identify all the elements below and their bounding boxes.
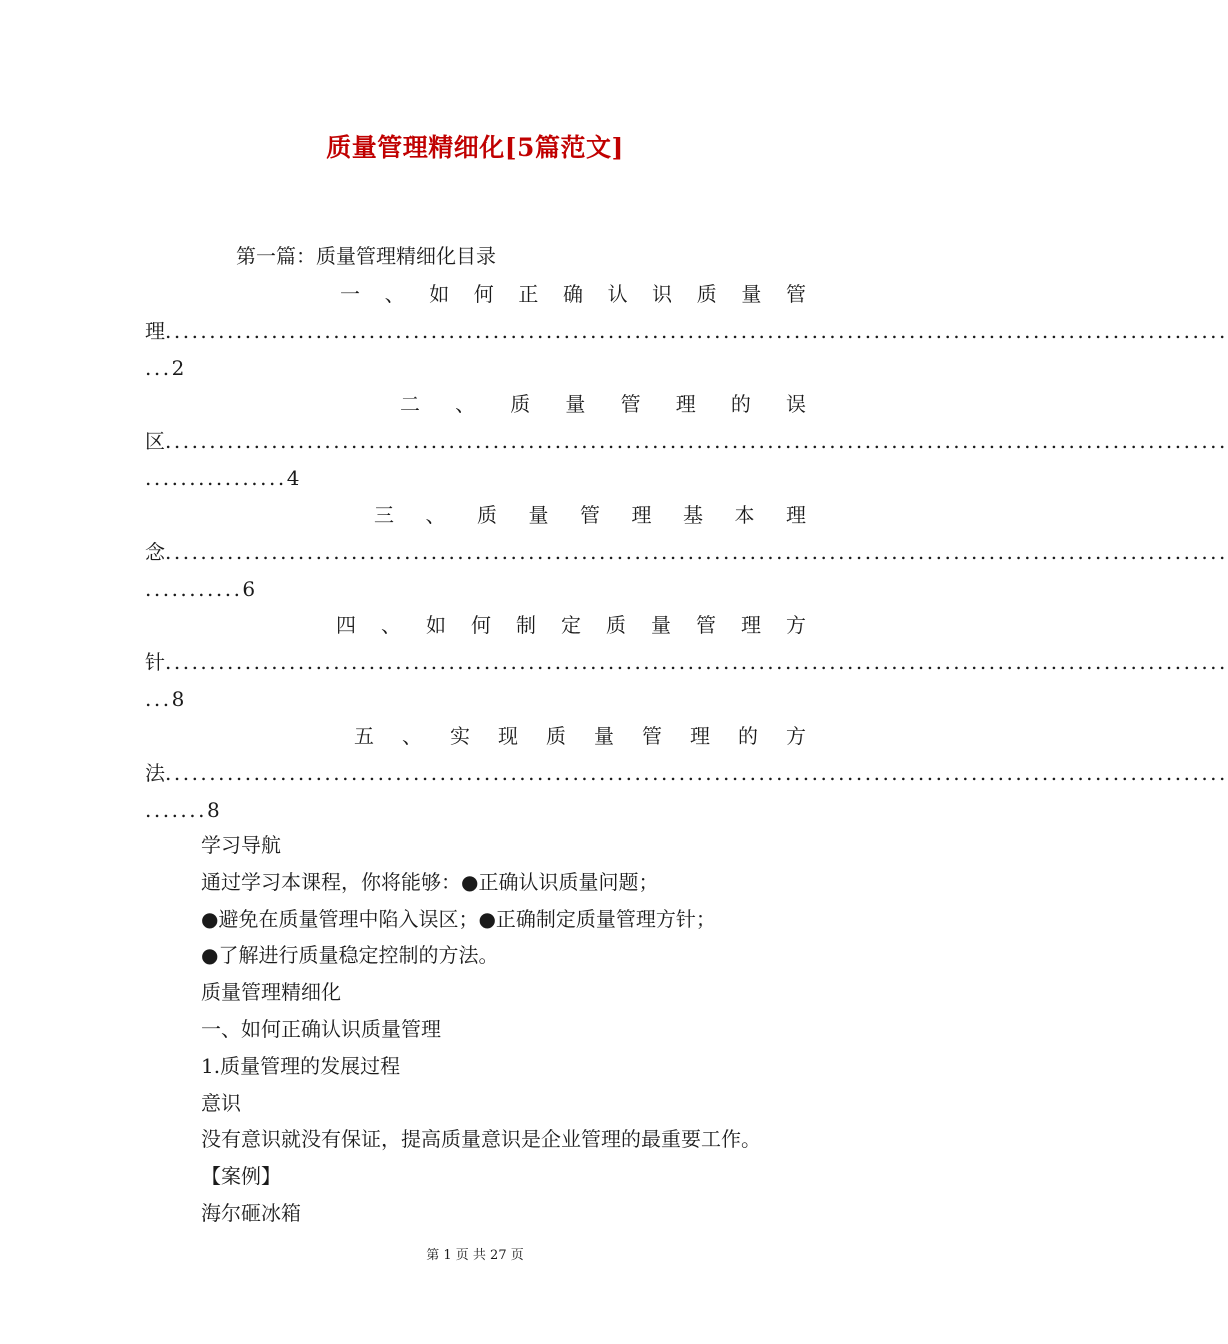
toc-page-number: ...........6 [145, 577, 258, 601]
toc-page-number: ...8 [145, 687, 187, 711]
toc-entry-char: 定 [561, 613, 581, 637]
toc-entry-char: 质 [510, 392, 531, 416]
toc-page-number: ................4 [145, 466, 302, 490]
toc-entry-2 [400, 390, 806, 418]
toc-wrap-char: 针 [145, 650, 165, 674]
toc-entry-char: 一 [340, 282, 360, 306]
toc-entry-char: 确 [562, 282, 583, 306]
toc-entry-char: 方 [786, 613, 806, 637]
page-footer: 第 1 页 共 27 页 [426, 1248, 524, 1263]
toc-entry-char: 的 [738, 724, 758, 748]
toc-entry-char: 量 [528, 503, 549, 527]
toc-entry-char: 、 [381, 613, 401, 637]
toc-wrap-char: 念 [145, 540, 165, 564]
toc-entry-char: 识 [652, 282, 673, 306]
toc-entry-char: 四 [336, 613, 356, 637]
toc-entry-char: 、 [384, 282, 405, 306]
toc-entry-char: 质 [546, 724, 566, 748]
body-line: 海尔砸冰箱 [201, 1201, 301, 1225]
toc-entry-1 [340, 280, 806, 308]
body-line: ●了解进行质量稳定控制的方法。 [201, 943, 499, 968]
toc-entry-5 [354, 722, 806, 750]
body-line: ●避免在质量管理中陷入误区；●正确制定质量管理方针； [201, 906, 716, 931]
toc-entry-char: 何 [471, 613, 491, 637]
toc-entry-char: 理 [690, 724, 710, 748]
toc-entry-char: 管 [696, 613, 716, 637]
toc-entry-char: 基 [683, 503, 703, 527]
toc-entry-char: 实 [450, 724, 470, 748]
body-line: 一、如何正确认识质量管理 [201, 1017, 441, 1041]
toc-entry-char: 量 [594, 724, 614, 748]
toc-entry-4 [336, 611, 806, 639]
toc-entry-char: 二 [400, 392, 420, 416]
toc-wrap-char: 法 [145, 761, 165, 785]
toc-entry-char: 理 [786, 503, 806, 527]
toc-entry-char: 量 [565, 392, 586, 416]
document-title: 质量管理精细化[5篇范文] [326, 133, 624, 162]
body-line: 质量管理精细化 [201, 980, 341, 1005]
toc-entry-char: 、 [455, 392, 476, 416]
toc-entry-char: 管 [642, 724, 662, 748]
toc-wrap-char: 理 [145, 319, 165, 343]
toc-entry-char: 理 [675, 392, 696, 416]
toc-page-number: ...2 [145, 356, 187, 380]
toc-entry-char: 认 [607, 282, 628, 306]
toc-entry-char: 如 [429, 282, 450, 306]
toc-entry-char: 管 [620, 392, 641, 416]
toc-entry-char: 理 [741, 613, 761, 637]
toc-entry-char: 质 [606, 613, 626, 637]
toc-entry-char: 方 [786, 724, 806, 748]
body-line: 通过学习本课程，你将能够：●正确认识质量问题； [201, 869, 659, 894]
toc-entry-char: 本 [734, 503, 755, 527]
body-line: 学习导航 [201, 833, 281, 857]
toc-entry-char: 管 [785, 282, 806, 306]
toc-entry-char: 正 [518, 282, 539, 306]
toc-entry-char: 五 [354, 724, 374, 748]
body-line: 没有意识就没有保证，提高质量意识是企业管理的最重要工作。 [201, 1127, 761, 1152]
toc-entry-char: 理 [631, 503, 652, 527]
toc-leader-line: 区........................................................................................................................ [145, 429, 1228, 453]
toc-entry-char: 量 [741, 282, 762, 306]
body-line: 1.质量管理的发展过程 [201, 1053, 401, 1078]
toc-entry-char: 、 [425, 503, 446, 527]
toc-entry-char: 、 [402, 724, 422, 748]
toc-entry-char: 的 [730, 392, 751, 416]
toc-leader-line: 法........................................................................................................................ [145, 761, 1228, 785]
toc-leader-line: 针........................................................................................................................ [145, 650, 1228, 674]
body-line: 意识 [201, 1090, 241, 1115]
toc-entry-char: 管 [580, 503, 600, 527]
toc-page-number: .......8 [145, 798, 223, 822]
toc-leader-line: 念........................................................................................................................ [145, 540, 1228, 564]
toc-entry-char: 量 [651, 613, 671, 637]
toc-entry-char: 质 [477, 503, 497, 527]
toc-entry-char: 如 [426, 613, 446, 637]
toc-leader-line: 理........................................................................................................................ [145, 319, 1228, 343]
toc-entry-char: 何 [473, 282, 494, 306]
toc-entry-char: 质 [696, 282, 717, 306]
body-line: 【案例】 [201, 1164, 281, 1189]
toc-entry-char: 三 [374, 503, 394, 527]
toc-entry-char: 制 [516, 613, 536, 637]
toc-wrap-char: 区 [145, 429, 165, 453]
toc-heading: 第一篇：质量管理精细化目录 [236, 244, 496, 268]
toc-entry-char: 误 [785, 392, 806, 416]
toc-entry-char: 现 [498, 724, 518, 748]
toc-entry-3 [374, 501, 806, 529]
